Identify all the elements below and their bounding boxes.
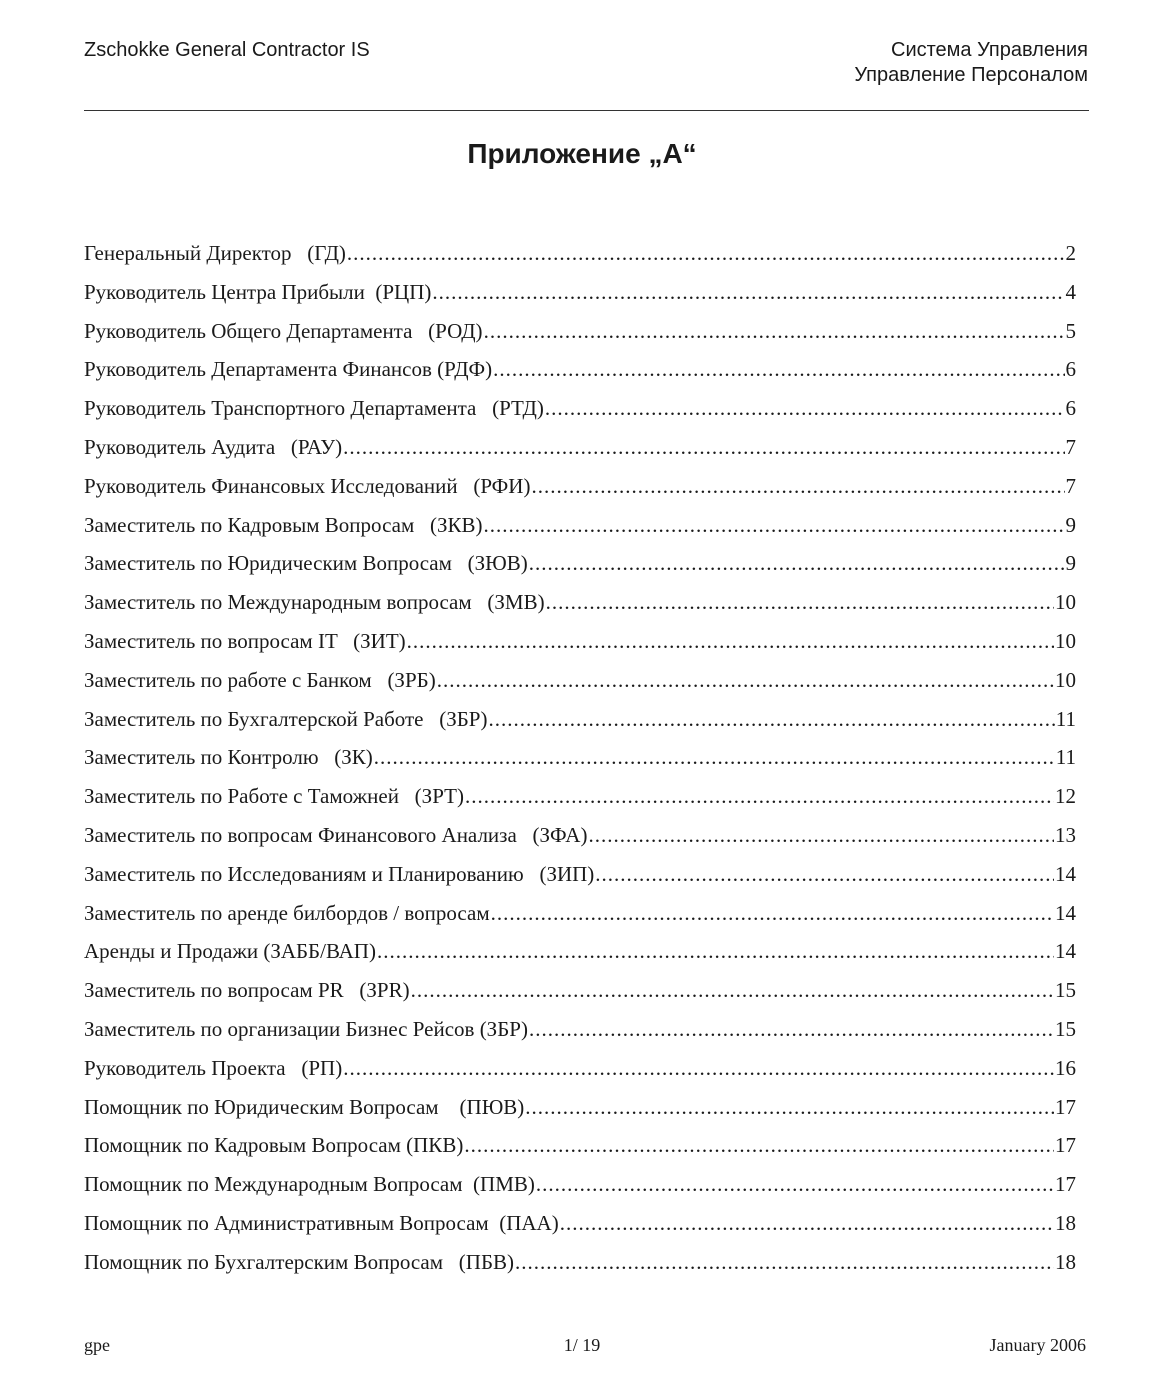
- toc-entry-page: 17: [1055, 1094, 1076, 1119]
- toc-dot-leader: [407, 622, 1054, 661]
- toc-entry-page: 9: [1065, 512, 1076, 537]
- toc-dot-leader: [545, 389, 1065, 428]
- toc-entry[interactable]: [84, 350, 1076, 389]
- toc-entry[interactable]: [84, 932, 1076, 971]
- toc-entry-label: Помощник по Кадровым Вопросам (ПКВ): [84, 1133, 464, 1158]
- toc-dot-leader: [588, 816, 1054, 855]
- toc-entry-page: 18: [1055, 1210, 1076, 1235]
- page-title: Приложение „А“: [467, 138, 697, 169]
- toc-entry-label: Заместитель по работе с Банком (ЗРБ): [84, 667, 436, 692]
- toc-entry-label: Заместитель по Контролю (ЗК): [84, 745, 373, 770]
- toc-entry-label: Руководитель Общего Департамента (РОД): [84, 318, 483, 343]
- toc-entry[interactable]: [84, 428, 1076, 467]
- toc-entry-page: 16: [1055, 1055, 1076, 1080]
- toc-dot-leader: [595, 855, 1054, 894]
- toc-dot-leader: [529, 1010, 1054, 1049]
- toc-entry[interactable]: [84, 700, 1076, 739]
- toc-entry[interactable]: [84, 1243, 1076, 1282]
- toc-entry-page: 10: [1055, 590, 1076, 615]
- table-of-contents: [84, 234, 1076, 1282]
- toc-dot-leader: [465, 777, 1054, 816]
- toc-entry[interactable]: [84, 661, 1076, 700]
- toc-entry[interactable]: [84, 544, 1076, 583]
- header-right-block: [854, 38, 1088, 88]
- toc-entry-label: Генеральный Директор (ГД): [84, 241, 346, 265]
- toc-entry[interactable]: [84, 622, 1076, 661]
- toc-entry-page: 6: [1065, 396, 1076, 421]
- toc-dot-leader: [493, 350, 1064, 389]
- toc-entry-label: Заместитель по Международным вопросам (ЗМВ): [84, 590, 545, 615]
- toc-dot-leader: [484, 506, 1065, 545]
- toc-entry-page: 4: [1065, 279, 1076, 304]
- toc-entry[interactable]: [84, 273, 1076, 312]
- toc-dot-leader: [437, 661, 1054, 700]
- toc-entry-label: Заместитель по Кадровым Вопросам (ЗКВ): [84, 512, 483, 537]
- footer-date: January 2006: [989, 1335, 1086, 1355]
- toc-entry-page: 7: [1065, 473, 1076, 498]
- toc-entry-label: Руководитель Финансовых Исследований (РФИ): [84, 473, 531, 498]
- toc-entry-page: 15: [1055, 978, 1076, 1003]
- toc-entry-page: 17: [1055, 1172, 1076, 1197]
- toc-entry[interactable]: [84, 467, 1076, 506]
- toc-entry-page: 15: [1055, 1016, 1076, 1041]
- toc-entry-label: Помощник по Административным Вопросам (ПАА): [84, 1210, 559, 1235]
- toc-entry-label: Руководитель Департамента Финансов (РДФ): [84, 357, 493, 382]
- toc-entry-label: Заместитель по вопросам PR (ЗPR): [84, 978, 410, 1003]
- toc-entry-label: Заместитель по Исследованиям и Планированию (ЗИП): [84, 861, 595, 886]
- footer-page-number: 1/ 19: [563, 1335, 601, 1355]
- toc-dot-leader: [525, 1088, 1054, 1127]
- toc-entry-page: 17: [1055, 1133, 1076, 1158]
- toc-entry-label: Заместитель по организации Бизнес Рейсов (ЗБР): [84, 1016, 528, 1041]
- toc-entry-page: 13: [1055, 822, 1076, 847]
- toc-entry-label: Руководитель Транспортного Департамента (РТД): [84, 396, 544, 421]
- header-system: Система Управления: [891, 39, 1088, 61]
- header-divider: [84, 110, 1089, 111]
- toc-dot-leader: [488, 700, 1054, 739]
- toc-entry-page: 18: [1055, 1249, 1076, 1274]
- toc-dot-leader: [464, 1126, 1054, 1165]
- toc-dot-leader: [343, 428, 1064, 467]
- toc-entry[interactable]: [84, 506, 1076, 545]
- toc-dot-leader: [529, 544, 1065, 583]
- toc-entry[interactable]: [84, 1088, 1076, 1127]
- toc-entry[interactable]: [84, 1010, 1076, 1049]
- toc-dot-leader: [560, 1204, 1054, 1243]
- toc-dot-leader: [343, 1049, 1054, 1088]
- toc-dot-leader: [374, 738, 1055, 777]
- toc-dot-leader: [531, 467, 1064, 506]
- toc-entry[interactable]: [84, 389, 1076, 428]
- toc-dot-leader: [536, 1165, 1054, 1204]
- toc-entry-page: 11: [1055, 706, 1076, 731]
- toc-entry-page: 10: [1055, 667, 1076, 692]
- toc-dot-leader: [432, 273, 1064, 312]
- toc-entry-label: Заместитель по Юридическим Вопросам (ЗЮВ): [84, 551, 528, 576]
- toc-entry-page: 14: [1055, 900, 1076, 925]
- toc-entry-label: Заместитель по Работе с Таможней (ЗРТ): [84, 784, 464, 809]
- toc-dot-leader: [515, 1243, 1054, 1282]
- toc-entry-page: 6: [1065, 357, 1076, 382]
- toc-entry-page: 9: [1065, 551, 1076, 576]
- toc-entry-page: 14: [1055, 939, 1076, 964]
- toc-entry-page: 10: [1055, 628, 1076, 653]
- toc-entry-page: 5: [1065, 318, 1076, 343]
- toc-entry-page: 14: [1055, 861, 1076, 886]
- toc-entry[interactable]: [84, 1049, 1076, 1088]
- toc-dot-leader: [411, 971, 1054, 1010]
- toc-dot-leader: [484, 312, 1065, 351]
- toc-entry[interactable]: [84, 1126, 1076, 1165]
- toc-entry-label: Заместитель по вопросам IT (ЗИТ): [84, 628, 406, 653]
- toc-entry-page: 7: [1065, 434, 1076, 459]
- toc-entry-label: Заместитель по аренде билбордов / вопросам: [84, 900, 490, 925]
- toc-dot-leader: [491, 894, 1054, 933]
- toc-entry-page: 12: [1055, 784, 1076, 809]
- toc-dot-leader: [377, 932, 1054, 971]
- toc-entry[interactable]: [84, 971, 1076, 1010]
- toc-dot-leader: [546, 583, 1054, 622]
- toc-entry-page: 2: [1065, 241, 1076, 265]
- toc-entry-label: Руководитель Аудита (РАУ): [84, 434, 343, 459]
- toc-entry-label: Аренды и Продажи (ЗАББ/ВАП): [84, 939, 376, 964]
- toc-entry[interactable]: [84, 312, 1076, 351]
- toc-entry-label: Заместитель по Бухгалтерской Работе (ЗБР): [84, 706, 488, 731]
- header-company: Zschokke General Contractor IS: [84, 39, 370, 61]
- toc-dot-leader: [347, 234, 1065, 273]
- toc-entry[interactable]: [84, 1165, 1076, 1204]
- toc-entry-page: 11: [1055, 745, 1076, 770]
- toc-entry[interactable]: [84, 855, 1076, 894]
- toc-entry[interactable]: [84, 234, 1076, 273]
- header-section: Управление Персоналом: [854, 64, 1088, 86]
- toc-entry-label: Заместитель по вопросам Финансового Анализа (ЗФА): [84, 822, 588, 847]
- toc-entry[interactable]: [84, 1204, 1076, 1243]
- toc-entry-label: Руководитель Центра Прибыли (РЦП): [84, 279, 432, 304]
- toc-entry[interactable]: [84, 777, 1076, 816]
- toc-entry-label: Помощник по Международным Вопросам (ПМВ): [84, 1172, 535, 1197]
- toc-entry[interactable]: [84, 738, 1076, 777]
- toc-entry[interactable]: [84, 894, 1076, 933]
- toc-entry-label: Руководитель Проекта (РП): [84, 1055, 343, 1080]
- toc-entry[interactable]: [84, 583, 1076, 622]
- toc-entry-label: Помощник по Юридическим Вопросам (ПЮВ): [84, 1094, 525, 1119]
- toc-entry-label: Помощник по Бухгалтерским Вопросам (ПБВ): [84, 1249, 514, 1274]
- toc-entry[interactable]: [84, 816, 1076, 855]
- footer-left: gpe: [84, 1335, 110, 1355]
